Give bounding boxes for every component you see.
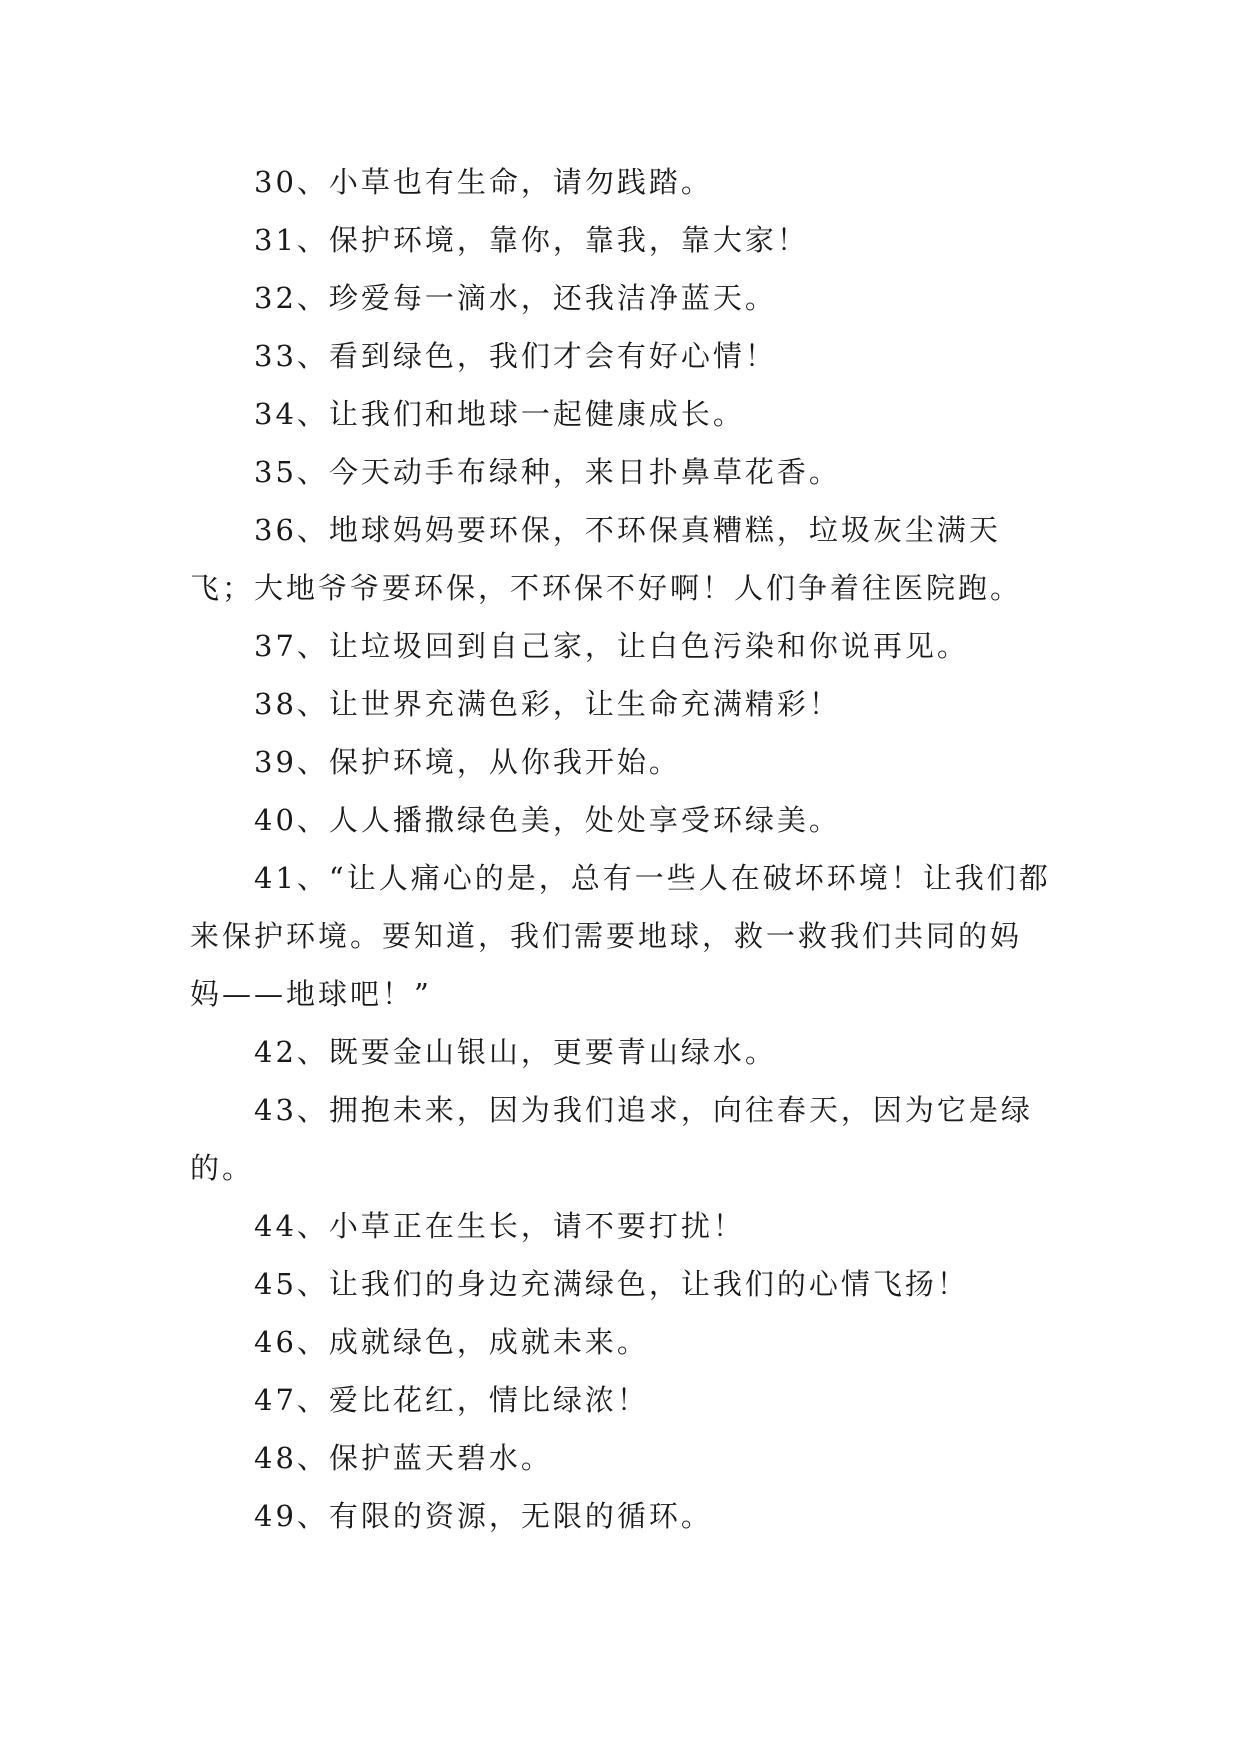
list-item: 34、让我们和地球一起健康成长。 xyxy=(254,397,745,431)
list-item: 42、既要金山银山，更要青山绿水。 xyxy=(254,1035,777,1069)
list-item: 43、拥抱未来，因为我们追求，向往春天，因为它是绿的。 xyxy=(190,1093,1033,1185)
list-item: 33、看到绿色，我们才会有好心情！ xyxy=(254,339,777,373)
list-item: 35、今天动手布绿种，来日扑鼻草花香。 xyxy=(254,455,841,489)
list-item: 47、爱比花红，情比绿浓！ xyxy=(254,1383,649,1417)
list-item: 36、地球妈妈要环保，不环保真糟糕，垃圾灰尘满天飞；大地爷爷要环保，不环保不好啊！人们争着往医院跑。 xyxy=(190,513,1023,605)
list-item: 48、保护蓝天碧水。 xyxy=(254,1441,553,1475)
list-item: 30、小草也有生命，请勿践踏。 xyxy=(254,165,713,199)
list-item: 40、人人播撒绿色美，处处享受环绿美。 xyxy=(254,803,841,837)
slogan-list xyxy=(190,153,1052,1545)
list-item: 45、让我们的身边充满绿色，让我们的心情飞扬！ xyxy=(254,1267,969,1301)
list-item: 39、保护环境，从你我开始。 xyxy=(254,745,681,779)
list-item: 38、让世界充满色彩，让生命充满精彩！ xyxy=(254,687,841,721)
list-item: 44、小草正在生长，请不要打扰！ xyxy=(254,1209,745,1243)
list-item: 31、保护环境，靠你，靠我，靠大家！ xyxy=(254,223,809,257)
list-item: 41、“让人痛心的是，总有一些人在破坏环境！让我们都来保护环境。要知道，我们需要地球，救一救我们共同的妈妈——地球吧！” xyxy=(190,861,1051,1011)
list-item: 49、有限的资源，无限的循环。 xyxy=(254,1499,713,1533)
list-item: 37、让垃圾回到自己家，让白色污染和你说再见。 xyxy=(254,629,969,663)
list-item: 46、成就绿色，成就未来。 xyxy=(254,1325,649,1359)
list-item: 32、珍爱每一滴水，还我洁净蓝天。 xyxy=(254,281,777,315)
